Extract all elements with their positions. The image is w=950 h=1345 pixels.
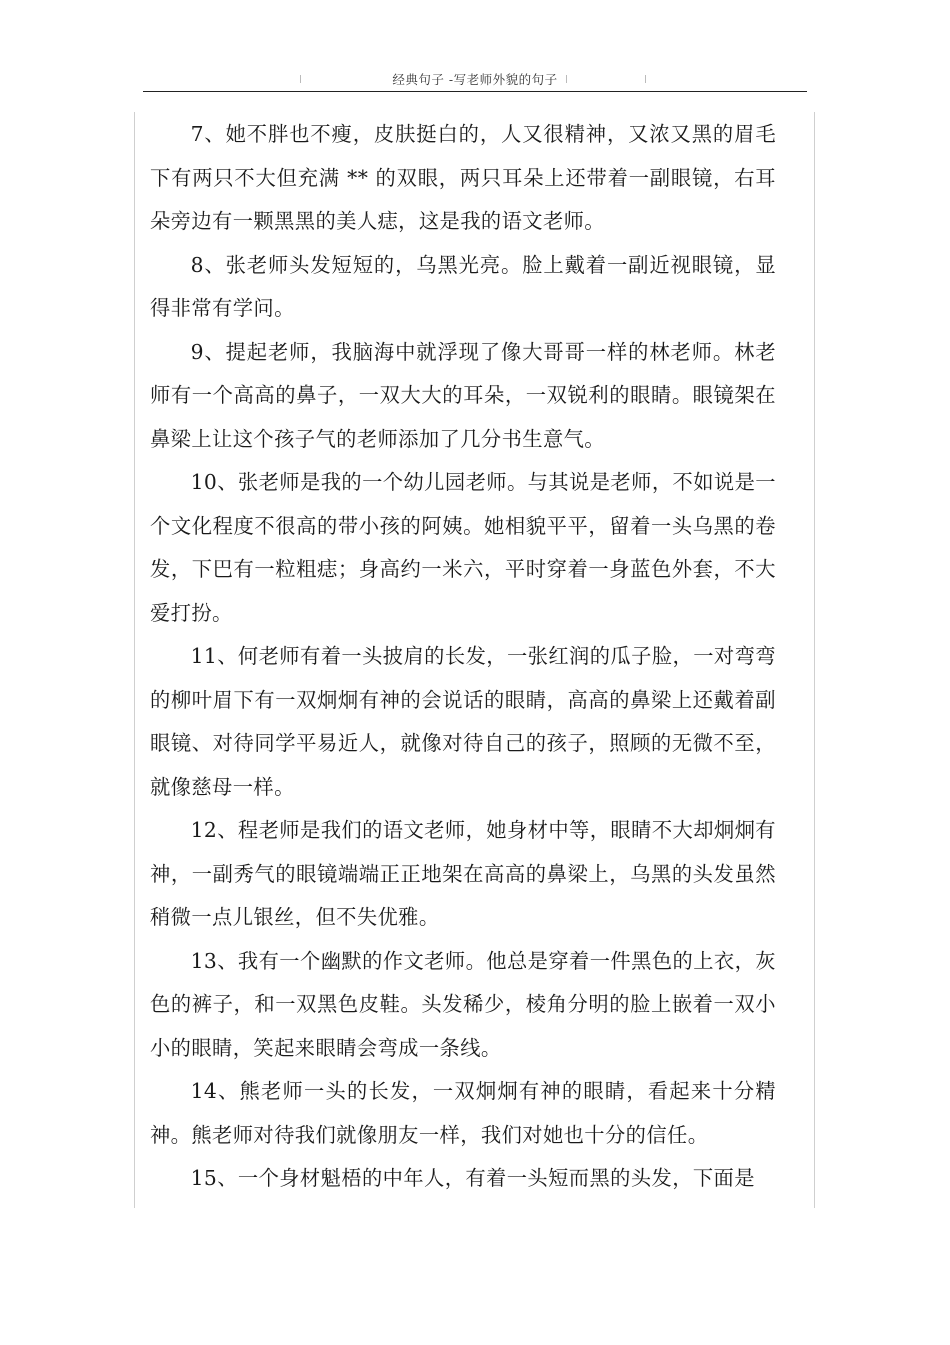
paragraph-7: 7、她不胖也不瘦，皮肤挺白的，人又很精神，又浓又黑的眉毛下有两只不大但充满 ** 的双眼，两只耳朵上还带着一副眼镜，右耳朵旁边有一颗黑黑的美人痣，这是我的语文老师。 bbox=[150, 122, 776, 233]
paragraph-8: 8、张老师头发短短的，乌黑光亮。脸上戴着一副近视眼镜，显得非常有学问。 bbox=[150, 252, 776, 320]
page-frame-right-edge bbox=[814, 112, 815, 1208]
page-frame-left-edge bbox=[134, 112, 135, 1208]
page-header bbox=[143, 66, 807, 92]
document-body bbox=[150, 113, 776, 1201]
paragraph-14: 14、熊老师一头的长发，一双炯炯有神的眼睛，看起来十分精神。熊老师对待我们就像朋友一样，我们对她也十分的信任。 bbox=[150, 1079, 776, 1147]
paragraph-13: 13、我有一个幽默的作文老师。他总是穿着一件黑色的上衣，灰色的裤子，和一双黑色皮鞋。头发稀少，棱角分明的脸上嵌着一双小小的眼睛，笑起来眼睛会弯成一条线。 bbox=[150, 948, 776, 1060]
header-tick-mark bbox=[566, 75, 567, 83]
header-tick-mark bbox=[645, 75, 646, 83]
header-title: 经典句子 -写老师外貌的句子 bbox=[392, 72, 558, 87]
paragraph-9: 9、提起老师，我脑海中就浮现了像大哥哥一样的林老师。林老师有一个高高的鼻子，一双大大的耳朵，一双锐利的眼睛。眼镜架在鼻梁上让这个孩子气的老师添加了几分书生意气。 bbox=[150, 339, 776, 451]
paragraph-10: 10、张老师是我的一个幼儿园老师。与其说是老师，不如说是一个文化程度不很高的带小孩的阿姨。她相貌平平，留着一头乌黑的卷发，下巴有一粒粗痣；身高约一米六，平时穿着一身蓝色外套，不大爱打扮。 bbox=[150, 470, 776, 625]
paragraph-12: 12、程老师是我们的语文老师，她身材中等，眼睛不大却炯炯有神，一副秀气的眼镜端端正正地架在高高的鼻梁上，乌黑的头发虽然稍微一点儿银丝，但不失优雅。 bbox=[150, 818, 776, 929]
paragraph-15: 15、一个身材魁梧的中年人，有着一头短而黑的头发，下面是 bbox=[190, 1166, 755, 1190]
paragraph-11: 11、何老师有着一头披肩的长发，一张红润的瓜子脸，一对弯弯的柳叶眉下有一双炯炯有神的会说话的眼睛，高高的鼻梁上还戴着副眼镜、对待同学平易近人，就像对待自己的孩子，照顾的无微不至，就像慈母一样。 bbox=[150, 644, 776, 799]
header-rule bbox=[143, 91, 807, 92]
